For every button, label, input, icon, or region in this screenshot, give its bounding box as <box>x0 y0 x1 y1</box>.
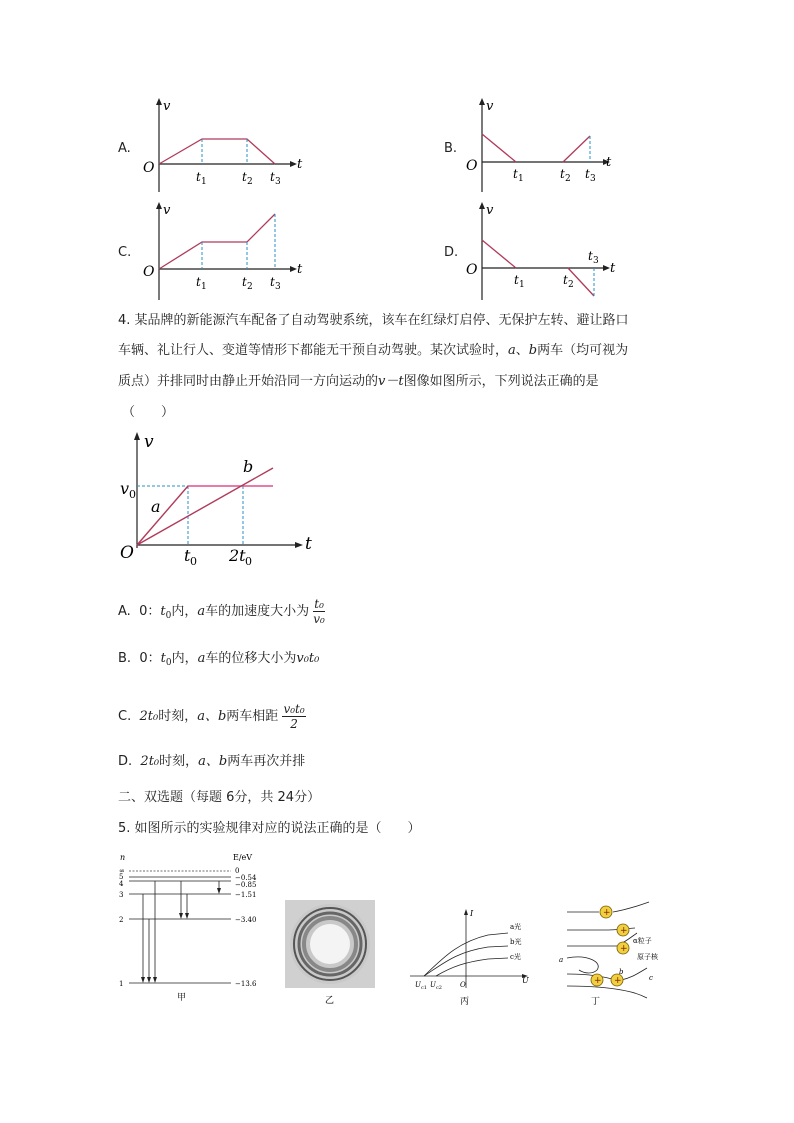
ding-caption: 丁 <box>591 997 601 1007</box>
graph-d <box>458 200 628 300</box>
q5-stem: 5. 如图所示的实验规律对应的说法正确的是（ ） <box>118 821 421 836</box>
bing-i-label: I <box>470 909 474 918</box>
jia-e-label: E/eV <box>233 853 253 862</box>
bing-c-light: c光 <box>510 953 521 961</box>
svg-text:+: + <box>614 976 622 986</box>
option-c-label: C. <box>118 245 132 260</box>
option-d-label: D. <box>444 245 459 260</box>
svg-text:c1: c1 <box>421 985 427 991</box>
axis-t: t <box>297 157 303 172</box>
q4-axis-v: v <box>144 432 154 452</box>
q4-line-b-label: b <box>243 457 254 476</box>
q4-tick-v0: v <box>120 479 130 498</box>
tick-t2-sub: 2 <box>247 177 253 187</box>
bing-b-light: b光 <box>510 938 522 946</box>
ding-alpha-label: α粒子 <box>633 937 652 945</box>
q4-line-a-label: a <box>151 497 161 516</box>
svg-text:−0.54: −0.54 <box>235 874 257 882</box>
svg-text:+: + <box>620 944 628 954</box>
tick-t2: t <box>560 167 565 181</box>
svg-text:+: + <box>620 926 628 936</box>
axis-v: v <box>163 203 171 218</box>
tick-t3-sub: 3 <box>593 256 599 266</box>
ding-b-label: b <box>619 968 624 976</box>
option-b-label: B. <box>444 141 458 156</box>
svg-text:c2: c2 <box>436 985 442 991</box>
svg-text:−0.85: −0.85 <box>235 881 257 889</box>
svg-text:4: 4 <box>119 880 124 888</box>
q4-option-b[interactable]: B. 0：$t_0$内，a车的位移大小为v₀t₀ <box>118 651 320 668</box>
tick-t2: t <box>242 170 247 184</box>
svg-text:+: + <box>603 908 611 918</box>
yi-caption: 乙 <box>325 996 335 1006</box>
section-2-heading: 二、双选题（每题 6分，共 24分） <box>118 790 321 805</box>
q5-fig-ding-alpha-scattering <box>555 900 680 1010</box>
q5-fig-bing-iu-curve <box>408 908 538 1010</box>
svg-text:3: 3 <box>119 891 124 899</box>
axis-v: v <box>163 99 171 114</box>
q4-tick-t0-sub: 0 <box>190 555 197 568</box>
jia-n-label: n <box>120 853 126 862</box>
tick-t1: t <box>513 167 518 181</box>
tick-t1: t <box>196 170 201 184</box>
axis-origin: O <box>466 158 478 174</box>
axis-t: t <box>606 155 612 170</box>
q4-tick-v0-sub: 0 <box>129 488 136 501</box>
svg-text:5: 5 <box>119 873 124 881</box>
q4-vt-graph <box>115 430 325 570</box>
svg-text:U: U <box>415 981 421 989</box>
q4-axis-origin: O <box>120 543 134 563</box>
q4-option-a[interactable]: A. 0：$t_0$内，a车的加速度大小为 $\frac{\text{t₀}}{\text{v₀}}$ <box>118 597 325 626</box>
axis-v: v <box>486 99 494 114</box>
tick-t1: t <box>514 273 519 287</box>
svg-text:−13.6: −13.6 <box>235 980 257 988</box>
ding-nucleus-label: 原子核 <box>637 953 658 961</box>
svg-text:2: 2 <box>119 916 124 924</box>
q4-answer-paren: （ ） <box>122 405 175 420</box>
bing-caption: 丙 <box>460 997 470 1007</box>
tick-t1-sub: 1 <box>518 174 524 184</box>
svg-text:1: 1 <box>119 980 124 988</box>
q4-line3: 质点）并排同时由静止开始沿同一方向运动的v－t图像如图所示，下列说法正确的是 <box>118 374 599 389</box>
q4-line1: 4. 某品牌的新能源汽车配备了自动驾驶系统，该车在红绿灯启停、无保护左转、避让路口 <box>118 313 629 328</box>
axis-t: t <box>610 261 616 276</box>
svg-text:−3.40: −3.40 <box>235 916 257 924</box>
tick-t3-sub: 3 <box>275 282 281 292</box>
graph-b <box>458 96 628 196</box>
svg-text:−1.51: −1.51 <box>235 891 257 899</box>
graph-c <box>135 200 305 300</box>
tick-t1-sub: 1 <box>201 282 207 292</box>
ding-c-label: c <box>649 974 653 982</box>
q5-fig-yi-rings <box>285 900 377 1010</box>
tick-t3-sub: 3 <box>275 177 281 187</box>
tick-t2: t <box>563 273 568 287</box>
q4-option-c[interactable]: C. 2t₀时刻，a、b两车相距 $\frac{\text{v₀t₀}}{2}$ <box>118 702 305 731</box>
axis-origin: O <box>466 262 478 278</box>
svg-text:0: 0 <box>235 867 240 875</box>
tick-t1-sub: 1 <box>201 177 207 187</box>
graph-a <box>135 96 305 196</box>
tick-t3: t <box>588 249 593 263</box>
q4-option-a-fraction: $\frac{\text{t₀}}{\text{v₀}}$ <box>313 597 325 626</box>
bing-a-light: a光 <box>510 923 522 931</box>
axis-origin: O <box>143 264 155 280</box>
option-a-label: A. <box>118 141 131 156</box>
tick-t2-sub: 2 <box>247 282 253 292</box>
bing-o-label: O <box>460 981 466 989</box>
tick-t2-sub: 2 <box>565 174 571 184</box>
axis-v: v <box>486 203 494 218</box>
axis-t: t <box>297 262 303 277</box>
q4-line2: 车辆、礼让行人、变道等情形下都能无干预自动驾驶。某次试验时，a、b两车（均可视为 <box>118 343 629 358</box>
tick-t3: t <box>270 275 275 289</box>
tick-t2-sub: 2 <box>568 280 574 290</box>
axis-origin: O <box>143 160 155 176</box>
ding-a-label: a <box>559 956 564 964</box>
q4-option-c-fraction: $\frac{\text{v₀t₀}}{2}$ <box>283 702 305 731</box>
svg-text:∞: ∞ <box>119 867 125 875</box>
bing-u-label: U <box>522 976 529 985</box>
svg-text:+: + <box>594 976 602 986</box>
q4-option-d[interactable]: D. 2t₀时刻，a、b两车再次并排 <box>118 754 306 769</box>
tick-t1-sub: 1 <box>519 280 525 290</box>
tick-t1: t <box>196 275 201 289</box>
q4-tick-2t0: 2t <box>229 546 246 565</box>
tick-t3: t <box>585 167 590 181</box>
q5-fig-jia-energy-levels <box>115 850 275 1010</box>
svg-text:U: U <box>430 981 436 989</box>
tick-t3-sub: 3 <box>590 174 596 184</box>
tick-t2: t <box>242 275 247 289</box>
q4-axis-t: t <box>305 534 312 554</box>
jia-caption: 甲 <box>177 993 187 1003</box>
q4-tick-2t0-sub: 0 <box>245 555 252 568</box>
tick-t3: t <box>270 170 275 184</box>
q4-tick-t0: t <box>184 546 191 565</box>
